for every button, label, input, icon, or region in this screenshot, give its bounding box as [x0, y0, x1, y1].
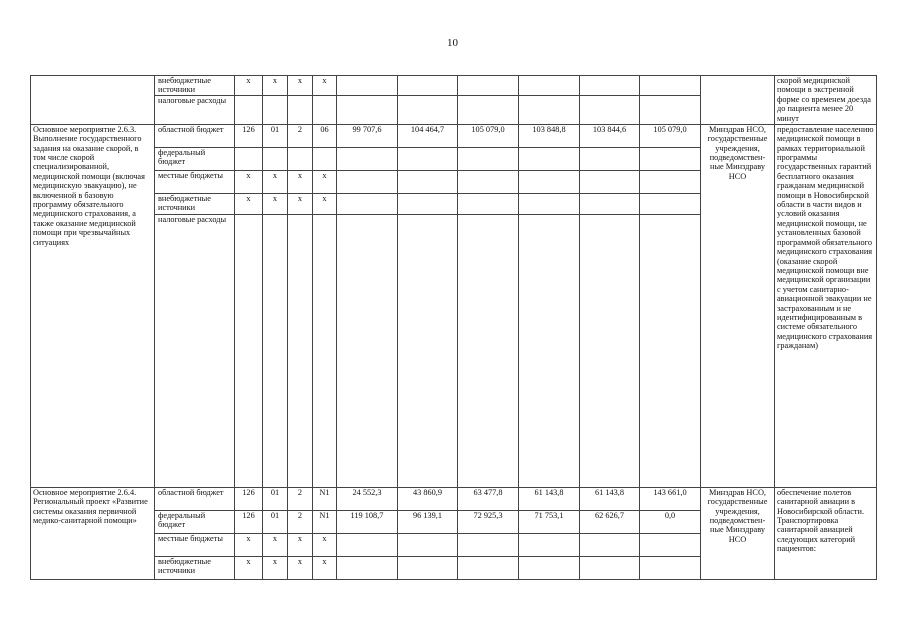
value-cell: 105 079,0: [458, 124, 519, 147]
code-cell: [288, 147, 313, 170]
result-cell: скорой медицинской помощи в экстренной форме со временем доезда до пациента менее 20 минут: [775, 76, 877, 125]
code-cell: x: [313, 533, 337, 556]
executor-cell: Минздрав НСО, государственные учреждения, подведомствен-ные Минздраву НСО: [701, 124, 775, 487]
value-cell: [519, 556, 580, 579]
value-cell: 143 661,0: [640, 487, 701, 510]
measure-name-cell: Основное мероприятие 2.6.3. Выполнение государственного задания на оказание скорой, в том числе скорой специализированной, медицинской помощи (включая медицинскую эвакуацию), не включенной в базовую программу обязательного медицинского страхования, а также оказание медицинской помощи при чрезвычайных ситуациях: [31, 124, 155, 487]
value-cell: [580, 95, 640, 124]
value-cell: [458, 95, 519, 124]
source-cell: областной бюджет: [155, 487, 235, 510]
value-cell: [337, 193, 398, 214]
code-cell: [313, 95, 337, 124]
code-cell: [313, 214, 337, 487]
value-cell: 104 464,7: [398, 124, 458, 147]
value-cell: [580, 76, 640, 96]
code-cell: 2: [288, 124, 313, 147]
code-cell: [235, 147, 263, 170]
code-cell: 01: [263, 124, 288, 147]
code-cell: 2: [288, 510, 313, 533]
code-cell: x: [288, 556, 313, 579]
value-cell: [640, 193, 701, 214]
value-cell: [519, 147, 580, 170]
source-cell: местные бюджеты: [155, 170, 235, 193]
code-cell: N1: [313, 487, 337, 510]
code-cell: x: [288, 533, 313, 556]
value-cell: [337, 214, 398, 487]
value-cell: [398, 214, 458, 487]
value-cell: [458, 147, 519, 170]
value-cell: 0,0: [640, 510, 701, 533]
value-cell: 105 079,0: [640, 124, 701, 147]
code-cell: x: [263, 193, 288, 214]
code-cell: x: [288, 193, 313, 214]
measure-name-cell: Основное мероприятие 2.6.4. Региональный проект «Развитие системы оказания первичной медико-санитарной помощи»: [31, 487, 155, 579]
value-cell: [398, 95, 458, 124]
code-cell: x: [235, 193, 263, 214]
code-cell: [263, 147, 288, 170]
value-cell: [458, 214, 519, 487]
code-cell: [288, 214, 313, 487]
source-cell: внебюджетные источники: [155, 193, 235, 214]
value-cell: [337, 170, 398, 193]
value-cell: [640, 76, 701, 96]
value-cell: [580, 214, 640, 487]
source-cell: внебюджетные источники: [155, 556, 235, 579]
value-cell: 63 477,8: [458, 487, 519, 510]
code-cell: 06: [313, 124, 337, 147]
source-cell: внебюджетные источники: [155, 76, 235, 96]
program-measures-table: [30, 75, 877, 580]
value-cell: 99 707,6: [337, 124, 398, 147]
code-cell: [235, 214, 263, 487]
value-cell: [398, 556, 458, 579]
executor-cell: Минздрав НСО, государственные учреждения, подведомствен-ные Минздраву НСО: [701, 487, 775, 579]
value-cell: 61 143,8: [580, 487, 640, 510]
value-cell: [640, 147, 701, 170]
value-cell: [337, 556, 398, 579]
source-cell: областной бюджет: [155, 124, 235, 147]
code-cell: x: [235, 533, 263, 556]
code-cell: x: [263, 556, 288, 579]
value-cell: 43 860,9: [398, 487, 458, 510]
code-cell: x: [313, 76, 337, 96]
value-cell: [398, 193, 458, 214]
value-cell: [398, 533, 458, 556]
value-cell: [580, 556, 640, 579]
value-cell: [337, 533, 398, 556]
code-cell: 01: [263, 487, 288, 510]
executor-cell: [701, 76, 775, 125]
value-cell: [640, 170, 701, 193]
code-cell: x: [288, 170, 313, 193]
code-cell: x: [313, 556, 337, 579]
result-cell: обеспечение полетов санитарной авиации в Новосибирской области. Транспортировка санитарной авиацией следующих категорий пациентов:: [775, 487, 877, 579]
value-cell: [519, 95, 580, 124]
source-cell: федеральный бюджет: [155, 510, 235, 533]
value-cell: [519, 170, 580, 193]
result-cell: предоставление населению медицинской помощи в рамках территориальной программы государственных гарантий бесплатного оказания гражданам медицинской помощи в Новосибирской области в части видов и условий оказания медицинской помощи, не установленных базовой программой обязательного медицинского страхования (оказание скорой медицинской помощи вне медицинской организации с учетом санитарно-авиационной эвакуации не застрахованным и не идентифицированным в системе обязательного медицинского страхования гражданам): [775, 124, 877, 487]
value-cell: [580, 170, 640, 193]
code-cell: N1: [313, 510, 337, 533]
code-cell: 126: [235, 510, 263, 533]
value-cell: [337, 95, 398, 124]
value-cell: [398, 147, 458, 170]
source-cell: налоговые расходы: [155, 214, 235, 487]
value-cell: 103 844,6: [580, 124, 640, 147]
value-cell: 61 143,8: [519, 487, 580, 510]
code-cell: [235, 95, 263, 124]
value-cell: 103 848,8: [519, 124, 580, 147]
value-cell: [519, 214, 580, 487]
code-cell: x: [235, 170, 263, 193]
source-cell: федеральный бюджет: [155, 147, 235, 170]
value-cell: [640, 533, 701, 556]
code-cell: x: [263, 76, 288, 96]
code-cell: x: [263, 170, 288, 193]
value-cell: 24 552,3: [337, 487, 398, 510]
code-cell: x: [313, 193, 337, 214]
value-cell: [458, 76, 519, 96]
value-cell: [337, 76, 398, 96]
code-cell: x: [235, 76, 263, 96]
value-cell: 96 139,1: [398, 510, 458, 533]
value-cell: [458, 193, 519, 214]
source-cell: местные бюджеты: [155, 533, 235, 556]
value-cell: 62 626,7: [580, 510, 640, 533]
value-cell: [640, 556, 701, 579]
code-cell: [288, 95, 313, 124]
value-cell: [580, 147, 640, 170]
code-cell: 126: [235, 487, 263, 510]
value-cell: 71 753,1: [519, 510, 580, 533]
value-cell: [580, 193, 640, 214]
code-cell: [263, 95, 288, 124]
code-cell: x: [235, 556, 263, 579]
code-cell: x: [263, 533, 288, 556]
code-cell: 126: [235, 124, 263, 147]
code-cell: 01: [263, 510, 288, 533]
value-cell: [458, 556, 519, 579]
value-cell: [519, 193, 580, 214]
value-cell: [398, 76, 458, 96]
value-cell: [398, 170, 458, 193]
value-cell: [458, 533, 519, 556]
value-cell: [519, 533, 580, 556]
code-cell: x: [313, 170, 337, 193]
value-cell: [458, 170, 519, 193]
value-cell: [519, 76, 580, 96]
code-cell: [263, 214, 288, 487]
table-row: [31, 76, 877, 96]
source-cell: налоговые расходы: [155, 95, 235, 124]
page-number: 10: [447, 37, 458, 49]
value-cell: 72 925,3: [458, 510, 519, 533]
value-cell: [640, 214, 701, 487]
code-cell: [313, 147, 337, 170]
value-cell: 119 108,7: [337, 510, 398, 533]
value-cell: [640, 95, 701, 124]
table-row: [31, 487, 877, 510]
name-cell: [31, 76, 155, 125]
value-cell: [337, 147, 398, 170]
code-cell: x: [288, 76, 313, 96]
value-cell: [580, 533, 640, 556]
code-cell: 2: [288, 487, 313, 510]
table-row: [31, 124, 877, 147]
